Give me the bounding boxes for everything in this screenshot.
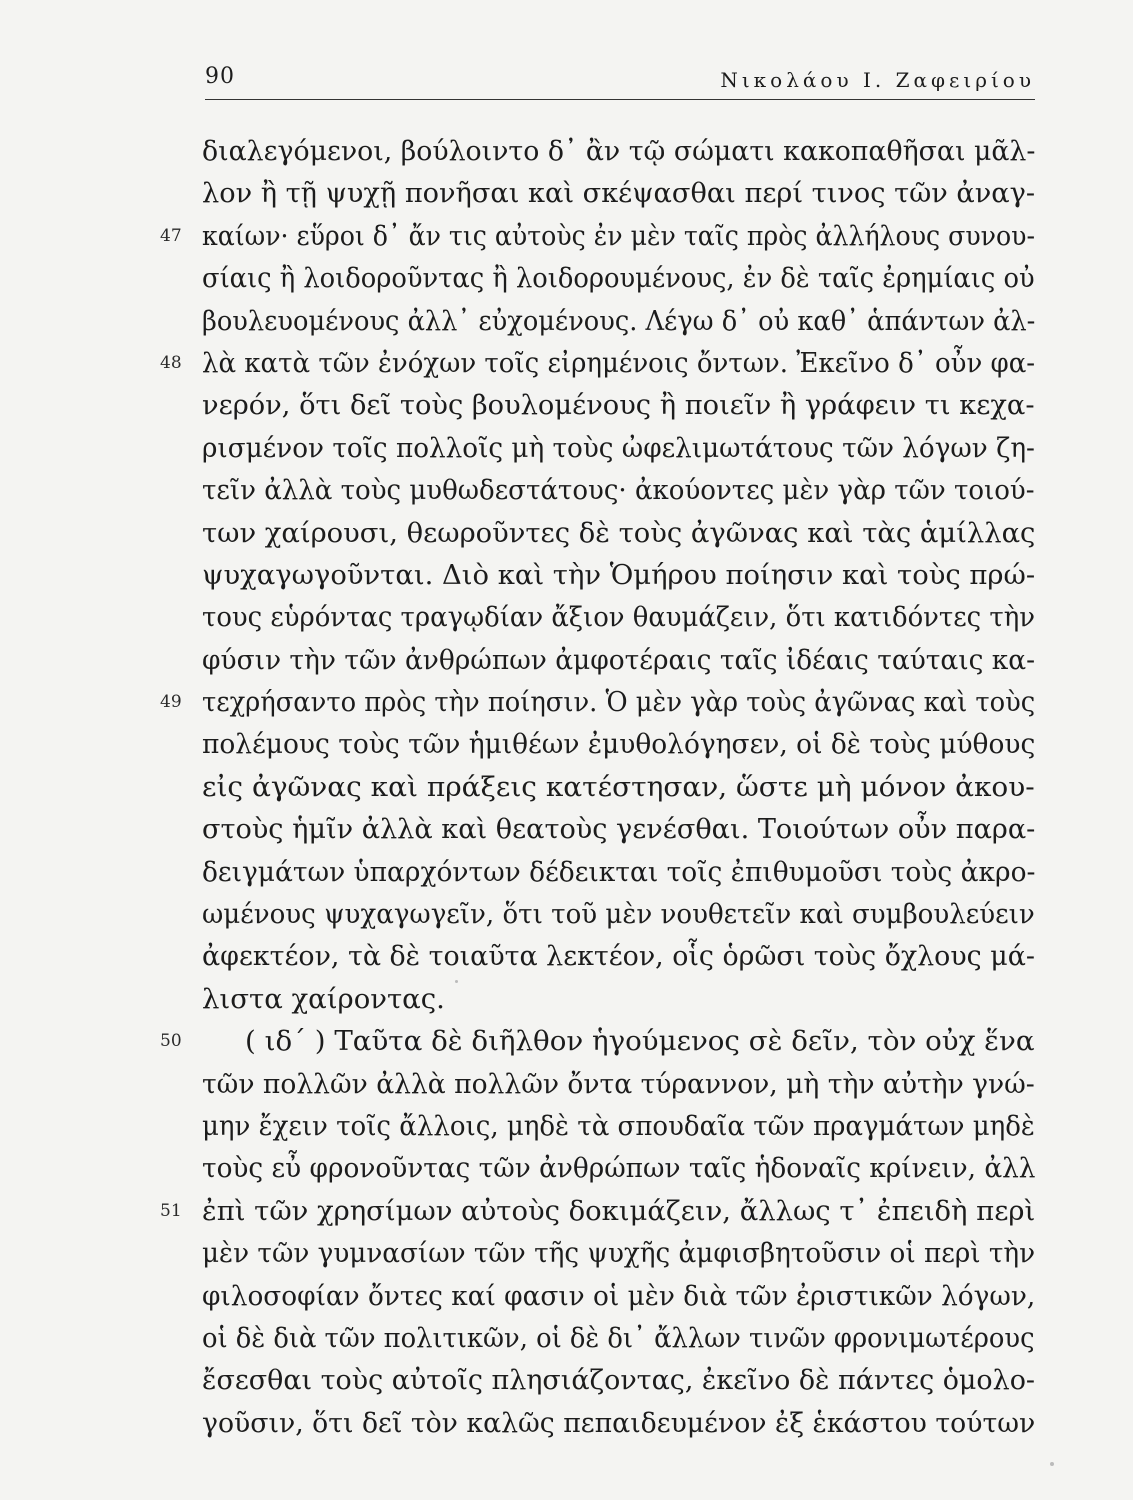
header-rule (205, 99, 1035, 100)
margin-section-number: 50 (160, 1031, 182, 1052)
text-line (160, 681, 1060, 723)
header-author: Νικολάου Ι. Ζαφειρίου (720, 68, 1035, 92)
line-text: ωμένους ψυχαγωγεῖν, ὅτι τοῦ μὲν νουθετεῖν καὶ συμβουλεύειν (202, 898, 1035, 931)
line-text: οἱ δὲ διὰ τῶν πολιτικῶν, οἱ δὲ δι᾽ ἄλλων τινῶν φρονιμωτέρους (202, 1321, 1035, 1354)
text-line (160, 300, 1060, 342)
text-line (160, 427, 1060, 469)
text-line (160, 1317, 1060, 1359)
text-line (160, 723, 1060, 765)
line-text: ρισμένον τοῖς πολλοῖς μὴ τοὺς ὠφελιμωτάτους τῶν λόγων ζη- (202, 431, 1035, 464)
line-text: των χαίρουσι, θεωροῦντες δὲ τοὺς ἀγῶνας καὶ τὰς ἁμίλλας (202, 516, 1036, 549)
line-text: ἀφεκτέον, τὰ δὲ τοιαῦτα λεκτέον, οἷς ὁρῶσι τοὺς ὄχλους μά- (202, 940, 1035, 973)
text-line (160, 215, 1060, 257)
line-text: εἰς ἀγῶνας καὶ πράξεις κατέστησαν, ὥστε μὴ μόνον ἀκου- (202, 770, 1035, 803)
text-line (160, 130, 1060, 172)
text-line (160, 257, 1060, 299)
line-text: λὰ κατὰ τῶν ἐνόχων τοῖς εἰρημένοις ὄντων. Ἐκεῖνο δ᾽ οὖν φα- (202, 346, 1036, 379)
line-text: διαλεγόμενοι, βούλοιντο δ᾽ ἂν τῷ σώματι κακοπαθῆσαι μᾶλ- (202, 135, 1036, 167)
text-line (160, 1402, 1060, 1444)
line-text: λιστα χαίροντας. (202, 982, 445, 1015)
line-text: μὲν τῶν γυμνασίων τῶν τῆς ψυχῆς ἀμφισβητοῦσιν οἱ περὶ τὴν (202, 1237, 1036, 1270)
text-line (160, 1020, 1060, 1062)
line-text: τοὺς εὖ φρονοῦντας τῶν ἀνθρώπων ταῖς ἡδοναῖς κρίνειν, ἀλλ (202, 1152, 1036, 1185)
line-text: φύσιν τὴν τῶν ἀνθρώπων ἀμφοτέραις ταῖς ἰδέαις ταύταις κα- (202, 643, 1036, 676)
text-line (160, 596, 1060, 638)
text-line (160, 978, 1060, 1020)
text-line (160, 1359, 1060, 1401)
line-text: νερόν, ὅτι δεῖ τοὺς βουλομένους ἢ ποιεῖν ἢ γράφειν τι κεχα- (202, 389, 1035, 422)
line-text: ἐπὶ τῶν χρησίμων αὐτοὺς δοκιμάζειν, ἄλλως τ᾽ ἐπειδὴ περὶ (202, 1194, 1036, 1227)
line-text: τῶν πολλῶν ἀλλὰ πολλῶν ὄντα τύραννον, μὴ τὴν αὐτὴν γνώ- (202, 1067, 1035, 1100)
text-line (160, 851, 1060, 893)
line-text: τους εὑρόντας τραγῳδίαν ἄξιον θαυμάζειν, ὅτι κατιδόντες τὴν (202, 601, 1035, 634)
text-line (160, 1275, 1060, 1317)
body-text (160, 130, 1060, 1444)
paper-speck (455, 980, 458, 983)
line-text: γοῦσιν, ὅτι δεῖ τὸν καλῶς πεπαιδευμένον ἐξ ἑκάστου τούτων (202, 1406, 1036, 1439)
line-text: στοὺς ἡμῖν ἀλλὰ καὶ θεατοὺς γενέσθαι. Τοιούτων οὖν παρα- (202, 813, 1036, 846)
text-line (160, 384, 1060, 426)
text-line (160, 1105, 1060, 1147)
text-line (160, 469, 1060, 511)
line-text: φιλοσοφίαν ὄντες καί φασιν οἱ μὲν διὰ τῶν ἐριστικῶν λόγων, (202, 1279, 1036, 1312)
line-text: σίαις ἢ λοιδοροῦντας ἢ λοιδορουμένους, ἐν δὲ ταῖς ἐρημίαις οὐ (202, 262, 1035, 295)
line-text: λον ἢ τῇ ψυχῇ πονῆσαι καὶ σκέψασθαι περί τινος τῶν ἀναγ- (202, 177, 1036, 210)
text-line (160, 1147, 1060, 1189)
text-line (160, 1232, 1060, 1274)
text-line (160, 1063, 1060, 1105)
text-line (160, 808, 1060, 850)
paper-speck (1050, 1462, 1054, 1466)
text-line (160, 639, 1060, 681)
text-line (160, 342, 1060, 384)
line-text: τεῖν ἀλλὰ τοὺς μυθωδεστάτους· ἀκούοντες μὲν γὰρ τῶν τοιού- (202, 474, 1035, 507)
line-text: δειγμάτων ὑπαρχόντων δέδεικται τοῖς ἐπιθυμοῦσι τοὺς ἀκρο- (202, 855, 1036, 888)
margin-section-number: 51 (160, 1200, 182, 1221)
line-text: ψυχαγωγοῦνται. Διὸ καὶ τὴν Ὁμήρου ποίησιν καὶ τοὺς πρώ- (202, 558, 1036, 591)
line-text: βουλευομένους ἀλλ᾽ εὐχομένους. Λέγω δ᾽ οὐ καθ᾽ ἁπάντων ἀλ- (202, 304, 1036, 337)
line-text: καίων· εὕροι δ᾽ ἄν τις αὐτοὺς ἐν μὲν ταῖς πρὸς ἀλλήλους συνου- (202, 219, 1036, 252)
text-line (160, 1190, 1060, 1232)
text-line (160, 172, 1060, 214)
running-head (205, 64, 1035, 94)
margin-section-number: 47 (160, 225, 182, 246)
text-line (160, 935, 1060, 977)
line-text: πολέμους τοὺς τῶν ἡμιθέων ἐμυθολόγησεν, οἱ δὲ τοὺς μύθους (202, 728, 1036, 761)
line-text: μην ἔχειν τοῖς ἄλλοις, μηδὲ τὰ σπουδαῖα τῶν πραγμάτων μηδὲ (202, 1109, 1035, 1142)
line-text: τεχρήσαντο πρὸς τὴν ποίησιν. Ὁ μὲν γὰρ τοὺς ἀγῶνας καὶ τοὺς (202, 686, 1036, 719)
line-text: ( ιδ΄ ) Ταῦτα δὲ διῆλθον ἡγούμενος σὲ δεῖν, τὸν οὐχ ἕνα (245, 1025, 1035, 1058)
page-number: 90 (205, 64, 235, 89)
text-line (160, 893, 1060, 935)
text-line (160, 554, 1060, 596)
text-line (160, 512, 1060, 554)
margin-section-number: 48 (160, 352, 182, 373)
line-text: ἔσεσθαι τοὺς αὐτοῖς πλησιάζοντας, ἐκεῖνο δὲ πάντες ὁμολο- (202, 1364, 1036, 1397)
margin-section-number: 49 (160, 692, 182, 713)
text-line (160, 766, 1060, 808)
